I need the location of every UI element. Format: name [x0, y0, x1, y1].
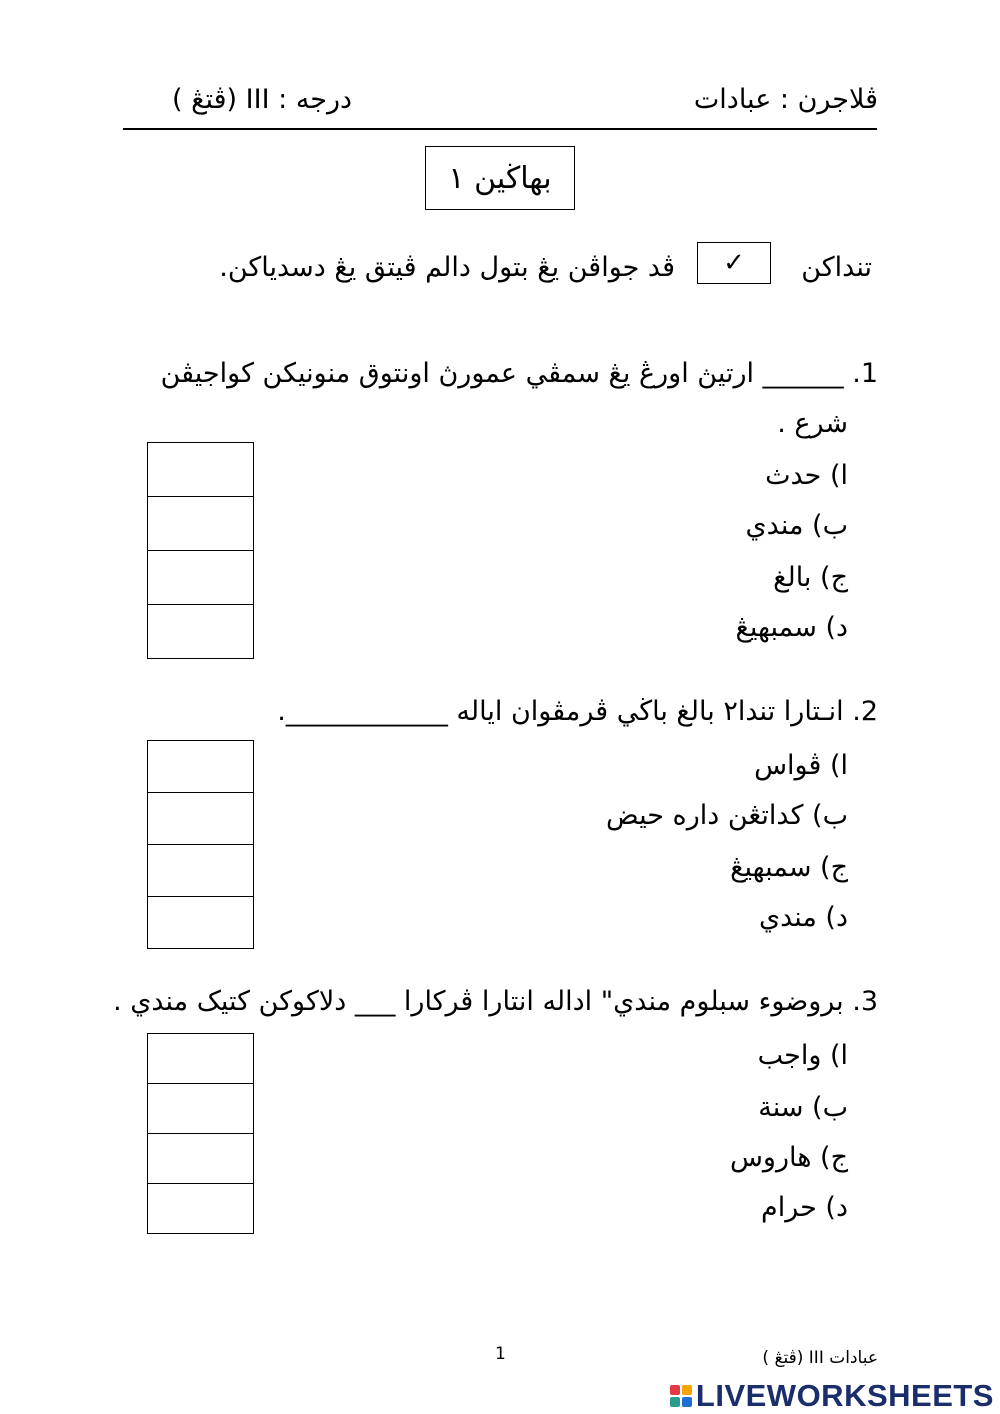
question-3-option-c: ج) هاروس [729, 1142, 848, 1173]
answer-box-3d[interactable] [148, 1184, 253, 1232]
question-3-option-a: ا) واجب [757, 1040, 848, 1071]
question-2-option-d: د) مندي [758, 902, 848, 933]
answer-box-1b[interactable] [148, 497, 253, 551]
part-title: بهاڬين ١ [448, 160, 552, 196]
question-3-answer-boxes [147, 1033, 254, 1234]
answer-box-2c[interactable] [148, 845, 253, 897]
question-2-option-a: ا) ڤواس [754, 750, 848, 781]
part-title-box [425, 146, 575, 210]
question-1-option-c: ج) بالغ [773, 562, 848, 593]
logo-square-3 [670, 1397, 680, 1407]
answer-box-3c[interactable] [148, 1134, 253, 1184]
question-1-line-2: شرع . [777, 408, 848, 439]
tick-example-box [697, 242, 771, 284]
question-2-answer-boxes [147, 740, 254, 949]
question-1-option-d: د) سمبهيڠ [735, 612, 848, 643]
logo-text: LIVEWORKSHEETS [695, 1378, 994, 1413]
question-2-option-b: ب) کداتڠن داره حيض [606, 800, 848, 831]
logo-square-1 [670, 1385, 680, 1395]
logo-mark-icon [670, 1385, 692, 1407]
answer-box-1d[interactable] [148, 605, 253, 657]
instruction-text: ڤد جواڤن يڠ بتول دالم ڤيتق يڠ دسدياکن. [219, 252, 675, 283]
answer-box-2d[interactable] [148, 897, 253, 947]
subject-header: ڤلاجرن : عبادات [693, 84, 878, 115]
question-1-option-b: ب) مندي [745, 510, 848, 541]
logo-square-2 [682, 1385, 692, 1395]
question-1-option-a: ا) حدث [765, 460, 848, 491]
answer-box-2a[interactable] [148, 741, 253, 793]
footer-caption: عبادات III (ڤتڠ ) [762, 1348, 878, 1368]
answer-box-3a[interactable] [148, 1034, 253, 1084]
answer-box-1c[interactable] [148, 551, 253, 605]
question-2-option-c: ج) سمبهيڠ [730, 852, 848, 883]
question-1-answer-boxes [147, 442, 254, 659]
question-1-line-1: 1. ______ ارتيڽ اورڠ يڠ سمڤي عمورڽ اونتوق منونيکن کواجيڤن [160, 358, 878, 389]
answer-box-2b[interactable] [148, 793, 253, 845]
question-3-option-d: د) حرام [761, 1192, 848, 1223]
question-3-line-1: 3. بروضوء سبلوم مندي" اداله انتارا ڤرکارا ___ دلاکوکن کتيک مندي . [113, 986, 878, 1017]
question-3-option-b: ب) سنة [758, 1092, 848, 1123]
question-2-line-1: 2. انـتارا تندا٢ بالغ باڬي ڤرمڤوان اياله ____________. [277, 696, 878, 727]
header-divider [123, 128, 877, 130]
page-number: 1 [495, 1344, 506, 1364]
answer-box-3b[interactable] [148, 1084, 253, 1134]
tick-icon: ✓ [723, 248, 745, 278]
liveworksheets-logo [670, 1378, 994, 1414]
grade-header: درجه : III (ڤتڠ ) [172, 84, 353, 115]
answer-box-1a[interactable] [148, 443, 253, 497]
instruction-prefix: تنداکن [801, 252, 872, 283]
logo-square-4 [682, 1397, 692, 1407]
